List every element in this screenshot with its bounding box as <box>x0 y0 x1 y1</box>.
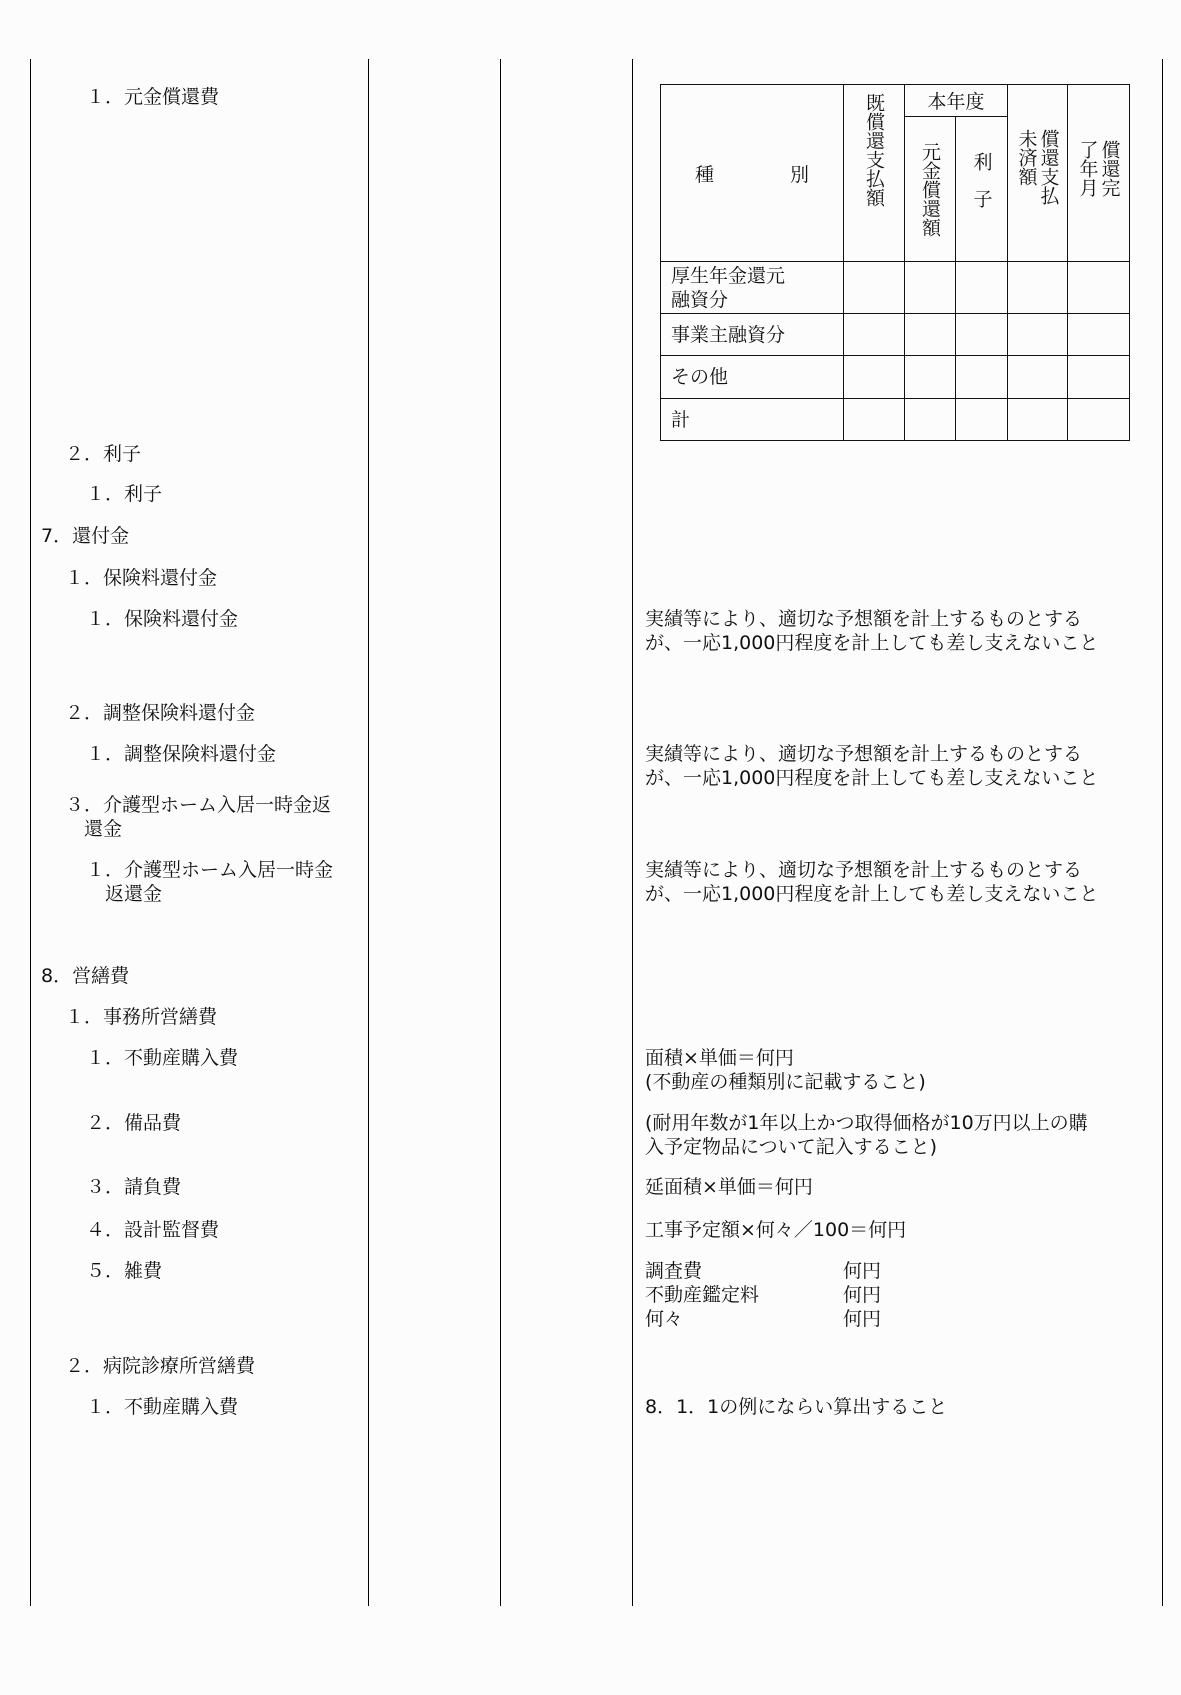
note-text: 実績等により、適切な予想額を計上するものとする が、一応1,000円程度を計上しても差し支えないこと <box>645 859 1099 905</box>
note-text: 工事予定額×何々／100＝何円 <box>645 1219 907 1241</box>
header-paid-text: 既償還支払額 <box>863 93 885 207</box>
item-label: １．介護型ホーム入居一時金 返還金 <box>86 859 334 905</box>
column-rule <box>368 59 369 1606</box>
header-complete-text: 償還完了年月 <box>1076 140 1121 197</box>
column-rule <box>500 59 501 1606</box>
item-label: ２．備品費 <box>86 1112 182 1134</box>
item-label: １．利子 <box>86 483 163 505</box>
item-label: ３．介護型ホーム入居一時金返 還金 <box>65 794 332 840</box>
header-unpaid-text: 償還支払未済額 <box>1015 129 1060 205</box>
item-label: ２．利子 <box>65 443 142 465</box>
column-rule <box>1162 59 1163 1606</box>
row-label: 計 <box>661 399 844 441</box>
misc-item: 何々 <box>645 1308 684 1330</box>
note-text: 8．1．1の例にならい算出すること <box>645 1396 948 1418</box>
note-text: 実績等により、適切な予想額を計上するものとする が、一応1,000円程度を計上しても差し支えないこと <box>645 743 1099 789</box>
note-text: 実績等により、適切な予想額を計上するものとする が、一応1,000円程度を計上しても差し支えないこと <box>645 608 1099 654</box>
header-this-year: 本年度 <box>905 85 1008 117</box>
header-principal-text: 元金償還額 <box>919 141 941 237</box>
item-label: ２．病院診療所営繕費 <box>65 1355 256 1377</box>
item-label: １．元金償還費 <box>86 86 220 108</box>
note-text: 延面積×単価＝何円 <box>645 1176 813 1198</box>
item-label: ２．調整保険料還付金 <box>65 702 256 724</box>
note-text: 面積×単価＝何円 (不動産の種類別に記載すること) <box>645 1047 926 1093</box>
item-label: 8．営繕費 <box>41 965 130 987</box>
note-text: (耐用年数が1年以上かつ取得価格が10万円以上の購 入予定物品について記入すること) <box>645 1112 1088 1158</box>
header-type: 種 別 <box>661 85 844 262</box>
item-label: １．不動産購入費 <box>86 1396 239 1418</box>
header-principal <box>905 117 956 262</box>
column-rule <box>30 59 31 1606</box>
header-paid <box>844 85 905 262</box>
item-label: 7．還付金 <box>41 525 130 547</box>
misc-amount: 何円 <box>843 1308 882 1330</box>
row-label: 厚生年金還元 融資分 <box>661 262 844 314</box>
header-unpaid <box>1008 85 1068 262</box>
misc-item: 不動産鑑定料 <box>645 1284 760 1306</box>
row-label: その他 <box>661 356 844 399</box>
item-label: １．事務所営繕費 <box>65 1006 218 1028</box>
item-label: ３．請負費 <box>86 1176 182 1198</box>
item-label: １．調整保険料還付金 <box>86 743 277 765</box>
header-interest-text: 利子 <box>970 152 993 226</box>
header-complete <box>1068 85 1130 262</box>
row-label: 事業主融資分 <box>661 314 844 356</box>
repayment-table <box>660 84 1130 441</box>
misc-amount: 何円 <box>843 1284 882 1306</box>
item-label: １．保険料還付金 <box>65 567 218 589</box>
header-interest <box>956 117 1008 262</box>
misc-amount: 何円 <box>843 1260 882 1282</box>
misc-item: 調査費 <box>645 1260 703 1282</box>
item-label: １．不動産購入費 <box>86 1047 239 1069</box>
item-label: ５．雑費 <box>86 1260 163 1282</box>
column-rule <box>632 59 633 1606</box>
item-label: １．保険料還付金 <box>86 608 239 630</box>
item-label: ４．設計監督費 <box>86 1219 220 1241</box>
